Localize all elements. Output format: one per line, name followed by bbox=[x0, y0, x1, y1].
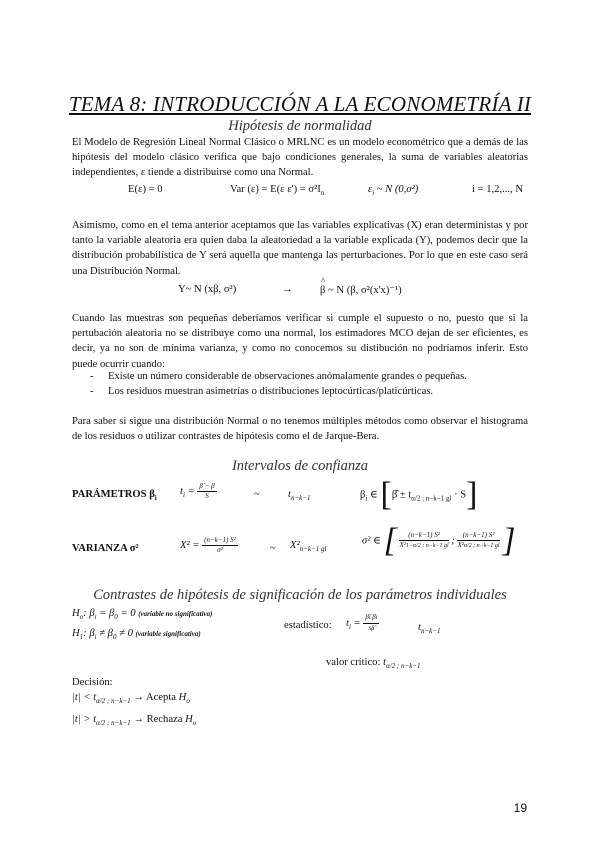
crit-label: valor crítico: bbox=[326, 657, 381, 668]
section-heading-normality: Hipótesis de normalidad bbox=[228, 118, 372, 134]
critical-value bbox=[326, 657, 421, 670]
variance-sub: n bbox=[320, 189, 325, 198]
h0-note: (variable no significativa) bbox=[138, 610, 213, 618]
param-t: t bbox=[180, 485, 183, 497]
param-dist: t bbox=[288, 489, 291, 500]
label-variance: VARIANZA σ² bbox=[72, 543, 139, 554]
decision-accept bbox=[72, 692, 190, 705]
d1-h-sub: o bbox=[186, 697, 190, 706]
h0-eq-tail: = 0 bbox=[120, 608, 136, 619]
h1-eq-rest: ≠ β bbox=[99, 628, 113, 639]
var-ci-den2: X² bbox=[457, 541, 464, 549]
beta-hat: ^ β bbox=[320, 285, 325, 296]
stat-dist: t bbox=[418, 622, 421, 633]
var-chi-distribution bbox=[290, 540, 326, 553]
decision-label: Decisión: bbox=[72, 677, 113, 688]
d1-arrow: → Acepta bbox=[133, 692, 176, 703]
h0-eq-rest: = β bbox=[99, 608, 115, 619]
h0-eq-sub: i bbox=[94, 613, 97, 622]
var-ci-frac1 bbox=[399, 531, 448, 551]
param-ci-tail: · S bbox=[454, 489, 467, 501]
stat-frac-num-sub: i bbox=[368, 615, 371, 621]
param-frac-num: β̂ − β bbox=[199, 482, 215, 490]
arrow-implies: → bbox=[282, 284, 293, 295]
hypothesis-null bbox=[72, 608, 213, 621]
variance-chi-statistic bbox=[180, 536, 238, 555]
beta-dist: ~ N (β, σ²(x'x)⁻¹) bbox=[328, 285, 402, 296]
equation-index-range: i = 1,2,..., N bbox=[472, 184, 523, 195]
var-ci-den1: X² bbox=[399, 541, 406, 549]
label-parameters bbox=[72, 489, 157, 502]
d2-sub: α/2 ; n−k−1 bbox=[96, 719, 131, 728]
error-dist: ~ N (0,σ²) bbox=[376, 184, 419, 195]
param-label-sub: i bbox=[154, 494, 157, 503]
d2-h: H bbox=[185, 714, 193, 725]
param-label-text: PARÁMETROS β bbox=[72, 489, 155, 500]
h1-eq: : β bbox=[83, 628, 95, 639]
param-sim: ~ bbox=[254, 489, 260, 500]
param-confidence-interval: $\beta_i$ ∈ [β̂ ± $t_{\alpha/2 ; n-k-1 gl} \cdot S$] bbox=[360, 476, 478, 513]
var-ci-sep: ; bbox=[451, 535, 455, 547]
param-ci-sub: α/2 ; n−k−1 gl bbox=[411, 494, 452, 503]
stat-frac-num: β̂ bbox=[365, 613, 369, 621]
statistic-label: estadístico: bbox=[284, 620, 332, 631]
stat-fraction bbox=[363, 613, 379, 634]
h1-eq-tail: ≠ 0 bbox=[119, 628, 133, 639]
var-ci-lhs: σ² bbox=[362, 535, 371, 547]
param-ci-body: β̂ ± t bbox=[391, 489, 412, 501]
bullet-marker: - bbox=[90, 386, 94, 397]
stat-t-sub: i bbox=[348, 623, 351, 632]
stat-t: t bbox=[346, 617, 349, 629]
d1-h: H bbox=[178, 692, 187, 703]
d1-lhs: |t| < t bbox=[72, 692, 97, 703]
statistic-distribution bbox=[418, 622, 441, 635]
stat-frac-den: s bbox=[368, 624, 372, 632]
page-number: 19 bbox=[513, 801, 527, 815]
section-heading-intervals: Intervalos de confianza bbox=[231, 458, 369, 474]
hypothesis-alternative bbox=[72, 628, 201, 641]
param-dist-sub: n−k−1 bbox=[290, 494, 311, 503]
error-symbol: ε bbox=[368, 184, 373, 195]
h0-eq-sub2: 0 bbox=[114, 613, 118, 622]
stat-frac-num2-sub: i bbox=[375, 615, 378, 621]
var-ci-num1: (n−k−1) S² bbox=[399, 531, 448, 541]
param-t-sub: i bbox=[182, 491, 185, 500]
param-frac-den: S bbox=[205, 492, 209, 500]
var-dist: X² bbox=[290, 540, 300, 551]
var-ci-frac2 bbox=[457, 531, 499, 551]
stat-dist-sub: n−k−1 bbox=[420, 627, 441, 636]
list-item: Los residuos muestran asimetrías o distribuciones leptocúrticas/platicúrticas. bbox=[108, 386, 434, 397]
var-frac-num: (n−k−1) S² bbox=[204, 536, 236, 544]
paragraph-jarque-bera: Para saber si sigue una distribución Normal o no tenemos múltiples métodos como observar el histograma de los residuos o utilizar contrastes de hipótesis como el de Jarque-Bera. bbox=[72, 416, 528, 443]
param-t-distribution bbox=[288, 489, 311, 502]
var-ci-den1-sub: 1−α/2 ; n−k−1 gl bbox=[405, 543, 449, 549]
d1-sub: α/2 ; n−k−1 bbox=[96, 697, 131, 706]
d2-h-sub: o bbox=[192, 719, 197, 728]
h1-eq-sub2: 0 bbox=[112, 633, 117, 642]
param-ci-in: ∈ bbox=[370, 489, 378, 501]
equation-error-distribution bbox=[368, 184, 418, 197]
list-item: Existe un número considerable de observaciones anómalamente grandes o pequeñas. bbox=[108, 371, 467, 382]
equation-variance bbox=[230, 184, 324, 197]
equation-y-distribution: Y~ N (xβ, σ²) bbox=[178, 284, 237, 295]
var-ci-num2: (n−k−1) S² bbox=[457, 531, 499, 541]
h1-eq-sub: i bbox=[94, 633, 97, 642]
variance-text: Var (ε) = E(ε ε') = σ²I bbox=[230, 184, 321, 195]
bullet-marker: - bbox=[90, 371, 94, 382]
var-sim: ~ bbox=[270, 543, 276, 554]
section-heading-contrasts: Contrastes de hipótesis de significación de los parámetros individuales bbox=[93, 587, 507, 603]
stat-frac-den-sub: β̂ bbox=[371, 626, 375, 632]
h1-sub: 1 bbox=[79, 633, 84, 642]
crit-sub: α/2 ; n−k−1 bbox=[386, 662, 421, 671]
var-ci-den2-sub: α/2 ; n−k−1 gl bbox=[463, 543, 500, 549]
h0-eq: : β bbox=[83, 608, 95, 619]
var-lhs: X² = bbox=[180, 539, 200, 551]
param-fraction bbox=[197, 482, 216, 501]
var-fraction bbox=[202, 536, 238, 555]
statistic-formula: $t_i$ = $\frac{\text{β̂i βi}}{s\betâ}$ bbox=[346, 613, 378, 632]
error-sub: i bbox=[372, 189, 375, 198]
var-dist-sub: n−k−1 gl bbox=[299, 545, 327, 554]
param-t-statistic: $t_i$ = $\frac{\betâ - \beta}{S}$ bbox=[180, 482, 215, 500]
var-ci-in: ∈ bbox=[373, 535, 381, 547]
d2-arrow: → Rechaza bbox=[133, 714, 183, 725]
paragraph-mrlnc: El Modelo de Regresión Lineal Normal Clásico o MRLNC es un modelo econométrico que a demás de las hipótesis del modelo clásico verifica que bajo condiciones generales, la suma de variables aleatorias independientes, ε tiende a distribuirse como una Normal. bbox=[72, 137, 528, 179]
equation-expectation: E(ε) = 0 bbox=[128, 184, 163, 195]
paragraph-small-samples: Cuando las muestras son pequeñas deberíamos verificar si cumple el supuesto o no, puesto que si la pertubación aleatoria no se distribuye como una normal, los estimadores MCO dejan de ser eficientes, es decir, ya no son de mínima varianza, y como no conocemos su distibución no podríamos inferir. Esto puede ocurrir cuando: bbox=[72, 313, 528, 370]
h1: H bbox=[72, 628, 80, 639]
param-ci-lhs: β bbox=[360, 489, 366, 501]
stat-frac-num2: β bbox=[372, 613, 376, 621]
variance-confidence-interval: σ² ∈ [ $\frac{\text{(n−k−1) S²}}{\text{X²1−α/2 ; n−k−1 gl}}$ ; $\frac{\text{(n−k−1) S²}}{\text{X²α/2 ; n−k−1 gl}}$ ] bbox=[362, 522, 516, 559]
decision-reject bbox=[72, 714, 196, 727]
d2-lhs: |t| > t bbox=[72, 714, 97, 725]
equation-beta-distribution bbox=[320, 284, 402, 296]
h1-note: (variable significativa) bbox=[135, 630, 201, 638]
crit-t: t bbox=[383, 657, 387, 668]
page-title: TEMA 8: INTRODUCCIÓN A LA ECONOMETRÍA II bbox=[68, 92, 532, 116]
var-frac-den: σ² bbox=[217, 546, 223, 554]
h0-sub: o bbox=[79, 613, 84, 622]
paragraph-deterministic: Asimismo, como en el tema anterior aceptamos que las variables explicativas (X) eran deterministas y por tanto la variable aleatoria era quien daba la aleatoriedad a la variable explicada (Y), podemos decir que la distribución probabilística de Y será aquella que mantenga las perturbaciones. Por lo que en este caso será una Distribución Normal. bbox=[72, 220, 528, 277]
h0: H bbox=[72, 608, 80, 619]
